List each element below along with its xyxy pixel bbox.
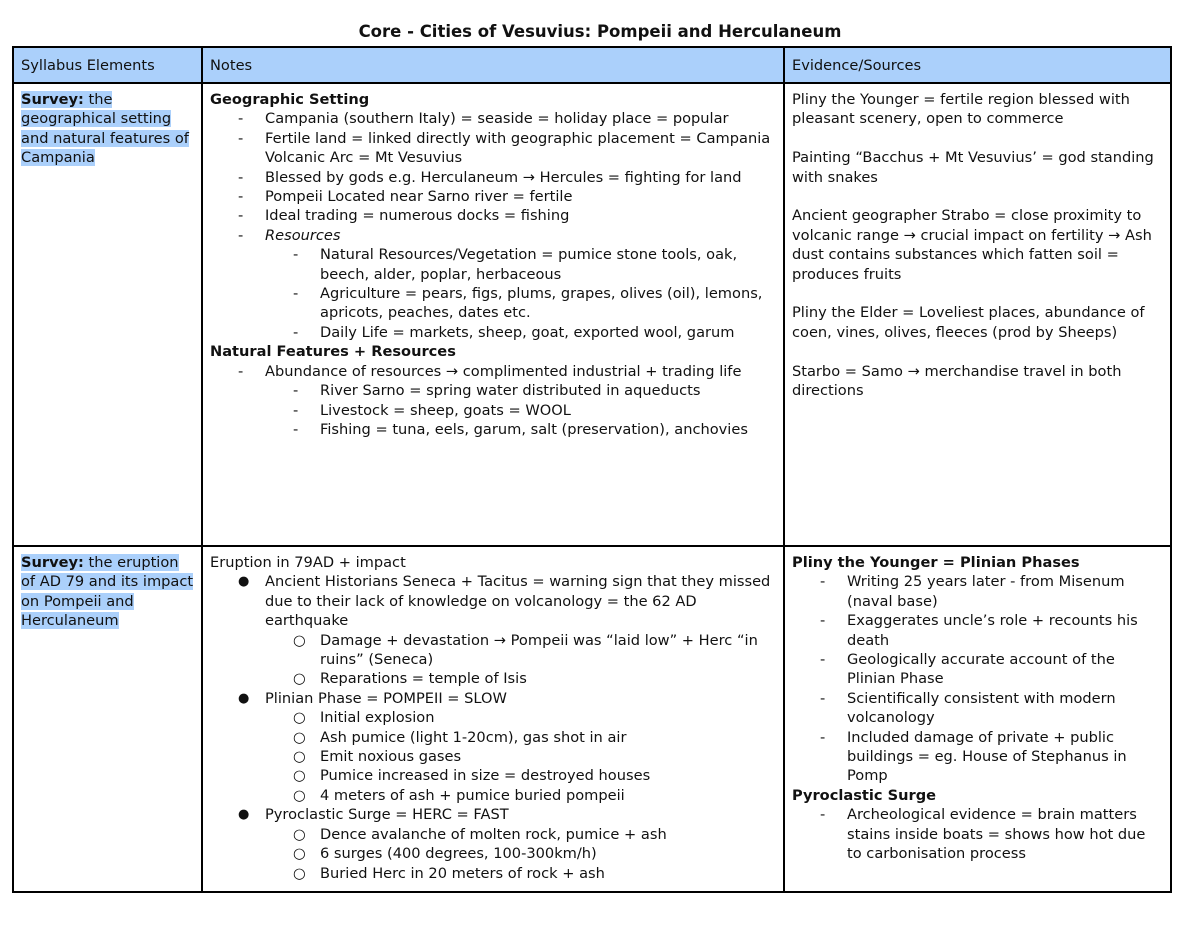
- features-list: [265, 381, 777, 439]
- list-item: - Fishing = tuna, eels, garum, salt (preservation), anchovies: [320, 420, 777, 439]
- sub-list: [265, 631, 777, 689]
- list-item: - Natural Resources/Vegetation = pumice stone tools, oak, beech, alder, poplar, herbaceous: [320, 245, 777, 284]
- list-item: - Exaggerates uncle’s role + recounts his death: [847, 611, 1164, 650]
- list-item: - River Sarno = spring water distributed in aqueducts: [320, 381, 777, 400]
- section-intro: Eruption in 79AD + impact: [210, 554, 406, 571]
- list-item: - Writing 25 years later - from Misenum (naval base): [847, 572, 1164, 611]
- list-item: - Geologically accurate account of the Plinian Phase: [847, 650, 1164, 689]
- notes-list: [210, 109, 777, 342]
- spacer: [792, 129, 1164, 148]
- list-item: - Included damage of private + public buildings = eg. House of Stephanus in Pomp: [847, 728, 1164, 786]
- list-item: ○ Ash pumice (light 1-20cm), gas shot in air: [320, 728, 777, 747]
- list-item: - Campania (southern Italy) = seaside = holiday place = popular: [265, 109, 777, 128]
- list-item: - Pompeii Located near Sarno river = fertile: [265, 187, 777, 206]
- document-title: Core - Cities of Vesuvius: Pompeii and Herculaneum: [358, 22, 842, 41]
- list-item: - Fertile land = linked directly with geographic placement = Campania Volcanic Arc = Mt Vesuvius: [265, 129, 777, 168]
- table-row: [13, 546, 1171, 892]
- syllabus-text: Survey: the geographical setting and natural features of Campania: [21, 91, 189, 167]
- list-item: - Abundance of resources → complimented industrial + trading life - River Sarno = spring water distributed in aqueducts - Livestock = sheep, goats = WOOL - Fishing = tuna, eels, garum, salt (preservation), anchovies: [265, 362, 777, 440]
- sub-list: [265, 708, 777, 805]
- list-item: ○ Damage + devastation → Pompeii was “laid low” + Herc “in ruins” (Seneca): [320, 631, 777, 670]
- list-item: ● Ancient Historians Seneca + Tacitus = warning sign that they missed due to their lack of knowledge on volcanology = the 62 AD earthquake ○ Damage + devastation → Pompeii was “laid low” + Herc “in ruins” (Seneca) ○ Reparations = temple of Isis: [265, 572, 777, 688]
- evidence-paragraph: Pliny the Younger = fertile region blessed with pleasant scenery, open to commerce: [792, 91, 1130, 128]
- header-notes: Notes: [202, 47, 784, 83]
- header-row: [13, 47, 1171, 83]
- syllabus-cell: [13, 83, 202, 546]
- section-heading: Pliny the Younger = Plinian Phases: [792, 554, 1080, 571]
- list-item: - Ideal trading = numerous docks = fishing: [265, 206, 777, 225]
- list-item: - Scientifically consistent with modern volcanology: [847, 689, 1164, 728]
- header-evidence: Evidence/Sources: [784, 47, 1171, 83]
- notes-cell: [202, 83, 784, 546]
- list-item: - Blessed by gods e.g. Herculaneum → Hercules = fighting for land: [265, 168, 777, 187]
- bullet-list: [210, 572, 777, 883]
- evidence-list: [792, 572, 1164, 785]
- header-syllabus: Syllabus Elements: [13, 47, 202, 83]
- evidence-paragraph: Starbo = Samo → merchandise travel in both directions: [792, 362, 1122, 400]
- evidence-cell: [784, 546, 1171, 892]
- list-item: ○ Buried Herc in 20 meters of rock + ash: [320, 864, 777, 883]
- resources-list: [265, 245, 777, 342]
- list-item: ● Plinian Phase = POMPEII = SLOW ○ Initial explosion ○ Ash pumice (light 1-20cm), gas shot in air ○ Emit noxious gases ○ Pumice increased in size = destroyed houses ○ 4 meters of ash + pumice buried pompeii: [265, 689, 777, 805]
- list-item: ○ 4 meters of ash + pumice buried pompeii: [320, 786, 777, 805]
- section-heading: Geographic Setting: [210, 91, 370, 108]
- list-item: [265, 226, 777, 342]
- section-heading: Natural Features + Resources: [210, 343, 456, 361]
- syllabus-cell: [13, 546, 202, 892]
- evidence-cell: [784, 83, 1171, 546]
- list-item: - Agriculture = pears, figs, plums, grapes, olives (oil), lemons, apricots, peaches, dates etc.: [320, 284, 777, 323]
- section-heading: Pyroclastic Surge: [792, 786, 937, 804]
- spacer: [792, 187, 1164, 206]
- syllabus-text: Survey: the eruption of AD 79 and its impact on Pompeii and Herculaneum: [21, 554, 194, 630]
- evidence-list: [792, 805, 1164, 863]
- list-item: ○ Initial explosion: [320, 708, 777, 727]
- list-item: ○ 6 surges (400 degrees, 100-300km/h): [320, 844, 777, 863]
- notes-cell: [202, 546, 784, 892]
- evidence-paragraph: Painting “Bacchus + Mt Vesuvius’ = god standing with snakes: [792, 149, 1154, 186]
- list-item: ● Pyroclastic Surge = HERC = FAST ○ Dence avalanche of molten rock, pumice + ash ○ 6 surges (400 degrees, 100-300km/h) ○ Buried Herc in 20 meters of rock + ash: [265, 805, 777, 883]
- notes-table: [12, 46, 1172, 893]
- list-item: ○ Dence avalanche of molten rock, pumice + ash: [320, 825, 777, 844]
- list-item: - Daily Life = markets, sheep, goat, exported wool, garum: [320, 323, 777, 342]
- resources-label: Resources: [265, 226, 341, 244]
- spacer: [792, 342, 1164, 361]
- table-row: [13, 83, 1171, 546]
- notes-list: [210, 362, 777, 440]
- list-item: - Archeological evidence = brain matters stains inside boats = shows how hot due to carbonisation process: [847, 805, 1164, 863]
- evidence-paragraph: Pliny the Elder = Loveliest places, abundance of coen, vines, olives, fleeces (prod by Sheeps): [792, 304, 1145, 341]
- evidence-paragraph: Ancient geographer Strabo = close proximity to volcanic range → crucial impact on fertility → Ash dust contains substances which fatten soil = produces fruits: [792, 207, 1152, 283]
- list-item: ○ Reparations = temple of Isis: [320, 669, 777, 688]
- sub-list: [265, 825, 777, 883]
- list-item: - Livestock = sheep, goats = WOOL: [320, 401, 777, 420]
- list-item: ○ Pumice increased in size = destroyed houses: [320, 766, 777, 785]
- list-item: ○ Emit noxious gases: [320, 747, 777, 766]
- spacer: [792, 284, 1164, 303]
